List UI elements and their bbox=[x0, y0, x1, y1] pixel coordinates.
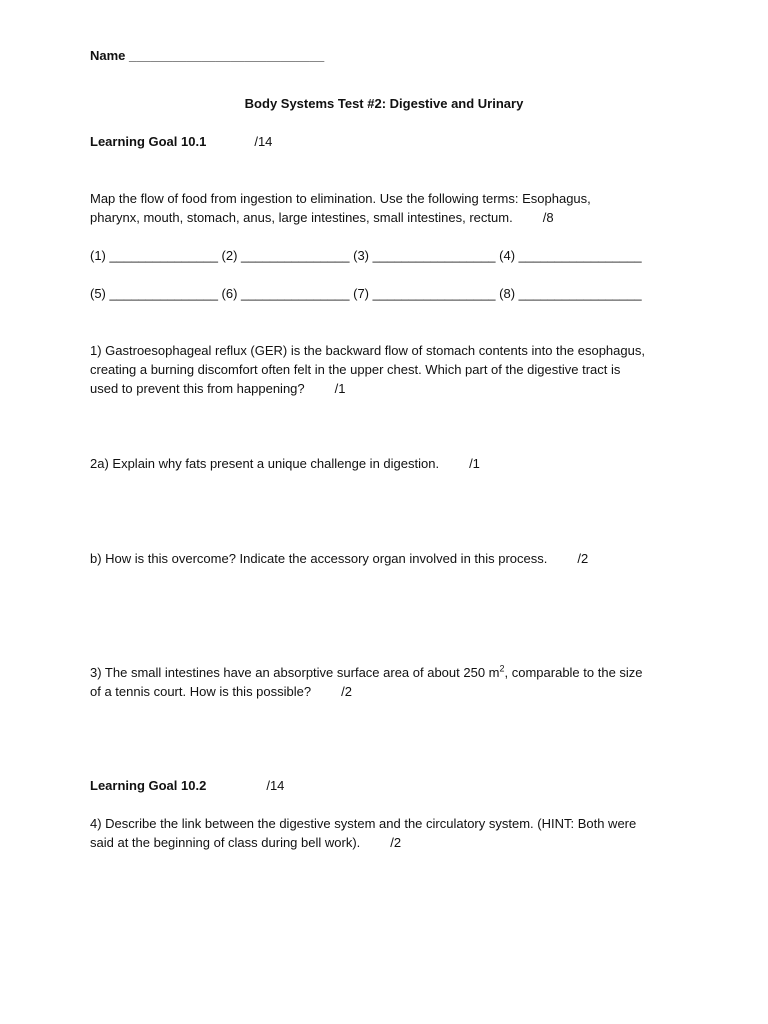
q3-line1 bbox=[90, 663, 643, 682]
q2b-score: /2 bbox=[577, 551, 589, 566]
q1-line3 bbox=[90, 379, 345, 398]
map-blanks-row-1: (1) _______________ (2) _______________ (3) _________________ (4) _________________ bbox=[90, 248, 642, 263]
learning-goal-1-score: /14 bbox=[254, 134, 273, 149]
q3-score: /2 bbox=[341, 684, 352, 699]
learning-goal-2 bbox=[90, 776, 284, 795]
q3-question-end: of a tennis court. How is this possible? bbox=[90, 684, 312, 699]
name-line: Name ___________________________ bbox=[90, 48, 325, 63]
q3-text-end: , comparable to the size bbox=[504, 665, 643, 680]
map-score: /8 bbox=[542, 210, 554, 225]
map-instruction-text: pharynx, mouth, stomach, anus, large intestines, small intestines, rectum. bbox=[90, 210, 513, 225]
q4-line1: 4) Describe the link between the digestive system and the circulatory system. (HINT: Both were bbox=[90, 816, 637, 831]
q1-score: /1 bbox=[334, 381, 346, 396]
learning-goal-1 bbox=[90, 132, 272, 151]
learning-goal-2-label: Learning Goal 10.2 bbox=[90, 778, 207, 793]
q2b-line bbox=[90, 549, 588, 568]
page-title: Body Systems Test #2: Digestive and Urinary bbox=[244, 96, 524, 111]
q3-text-start: 3) The small intestines have an absorptive surface area of about 250 m bbox=[90, 665, 500, 680]
q3-superscript: 2 bbox=[499, 663, 505, 674]
map-blanks-row-2: (5) _______________ (6) _______________ (7) _________________ (8) _________________ bbox=[90, 286, 642, 301]
q2a-line bbox=[90, 454, 480, 473]
map-instruction-line2 bbox=[90, 208, 554, 227]
q3-line2 bbox=[90, 682, 352, 701]
q2a-score: /1 bbox=[469, 456, 480, 471]
q4-question-end: said at the beginning of class during bell work). bbox=[90, 835, 361, 850]
q1-question-end: used to prevent this from happening? bbox=[90, 381, 305, 396]
q4-score: /2 bbox=[390, 835, 402, 850]
q1-line1: 1) Gastroesophageal reflux (GER) is the backward flow of stomach contents into the esophagus, bbox=[90, 343, 645, 358]
q2b-question: b) How is this overcome? Indicate the accessory organ involved in this process. bbox=[90, 551, 548, 566]
learning-goal-1-label: Learning Goal 10.1 bbox=[90, 134, 207, 149]
learning-goal-2-score: /14 bbox=[266, 778, 285, 793]
map-instruction-line1: Map the flow of food from ingestion to elimination. Use the following terms: Esophagus, bbox=[90, 191, 591, 206]
q2a-question: 2a) Explain why fats present a unique challenge in digestion. bbox=[90, 456, 440, 471]
q4-line2 bbox=[90, 833, 401, 852]
q1-line2: creating a burning discomfort often felt in the upper chest. Which part of the digestive tract is bbox=[90, 362, 621, 377]
